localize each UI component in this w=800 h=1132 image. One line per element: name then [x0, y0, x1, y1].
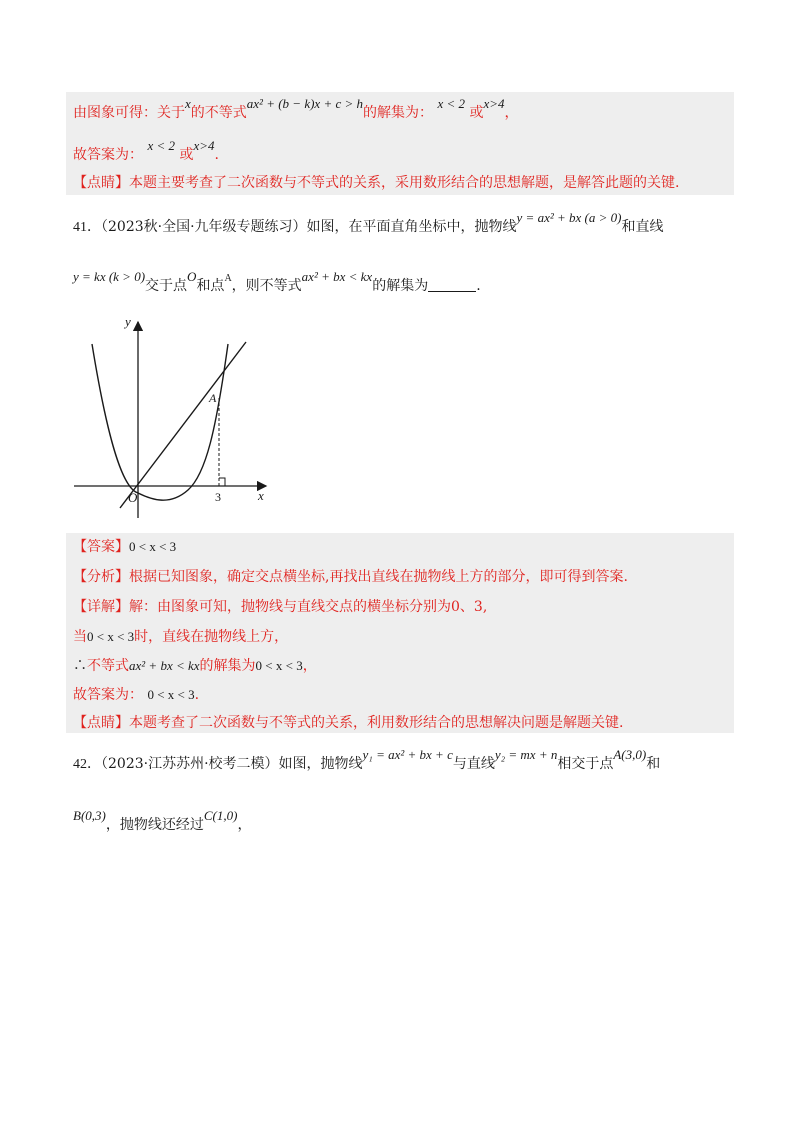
a41-analysis-text: 根据已知图象，确定交点横坐标,再找出直线在抛物线上方的部分，即可得到答案.	[129, 569, 628, 585]
block40-answer-b: x>4	[193, 138, 215, 153]
q42-point-a: A(3,0)	[613, 747, 647, 762]
q41-line1	[73, 210, 664, 237]
y-axis-label: y	[125, 314, 131, 329]
q41-text5: ，则不等式	[231, 278, 302, 294]
block40-answer-end: .	[214, 147, 219, 163]
q42-text4: 和	[646, 756, 661, 772]
a41-when-range: 0 < x < 3	[87, 629, 135, 644]
q41-line2	[73, 269, 481, 297]
q41-point-a: A	[224, 273, 232, 284]
a41-detail-line	[73, 598, 487, 616]
q42-text5: ，抛物线还经过	[105, 817, 204, 833]
a41-therefore-text: 不等式	[87, 658, 129, 674]
q41-parabola: y = ax² + bx (a > 0)	[516, 210, 622, 225]
block40-answer-a: x < 2	[147, 138, 175, 153]
q42-line2	[73, 808, 252, 834]
a41-answer-line	[73, 538, 176, 556]
q41-inequality: ax² + bx < kx	[301, 269, 373, 284]
a41-when-line	[73, 628, 288, 646]
straight-line	[120, 342, 246, 508]
q42-text6: ，	[237, 817, 252, 833]
block40-comment-tag: 【点睛】	[73, 175, 129, 191]
a41-final-end: .	[194, 687, 200, 703]
a41-when-lead: 当	[73, 629, 87, 645]
a41-answer-tag: 【答案】	[73, 539, 129, 555]
block40-lead: 由图象可得：关于	[73, 105, 185, 121]
a41-therefore-inequality: ax² + bx < kx	[129, 658, 200, 673]
block40-line1	[73, 96, 519, 122]
q42-text1: 如图，抛物线	[278, 756, 363, 772]
origin-label: O	[128, 490, 138, 505]
block40-var: x	[185, 96, 191, 111]
q42-line1	[73, 747, 661, 774]
a41-detail-text: 解：由图象可知，抛物线与直线交点的横坐标分别为0、3,	[129, 599, 488, 615]
a41-therefore-end: ，	[302, 658, 317, 674]
block40-tail: 的解集为：	[363, 105, 434, 121]
block40-answer-or: 或	[179, 147, 194, 163]
block40-solution-b: x>4	[483, 96, 505, 111]
tick-3-label: 3	[215, 490, 221, 504]
q41-text2: 和直线	[621, 219, 664, 235]
block40-answer-line	[73, 138, 219, 164]
q41-answer-blank	[428, 277, 476, 292]
a41-therefore-mid: 的解集为	[199, 658, 256, 674]
block40-solution-a: x < 2	[437, 96, 466, 111]
q41-line-equation: y = kx (k > 0)	[73, 269, 146, 284]
q41-source: （2023秋·全国·九年级专题练习）	[101, 219, 307, 235]
block40-mid: 的不等式	[190, 105, 247, 121]
q42-source: （2023·江苏苏州·校考二模）	[101, 756, 279, 772]
q41-text1: 如图，在平面直角坐标中，抛物线	[306, 219, 517, 235]
q42-text2: 与直线	[452, 756, 495, 772]
q41-text3: 交于点	[145, 278, 188, 294]
a41-detail-tag: 【详解】	[73, 599, 129, 615]
a41-final-lead: 故答案为：	[73, 687, 143, 703]
point-a-label: A	[209, 391, 217, 405]
a41-final-line	[73, 686, 199, 704]
a41-answer-value: 0 < x < 3	[129, 539, 177, 554]
a41-comment-tag: 【点睛】	[73, 715, 129, 731]
q42-parabola: y₁ = ax² + bx + c	[362, 747, 453, 762]
block40-answer-lead: 故答案为：	[73, 147, 143, 163]
parabola-curve	[92, 344, 228, 500]
q41-graph	[66, 310, 276, 522]
a41-comment-line	[73, 714, 623, 732]
q42-line-equation: y₂ = mx + n	[494, 747, 558, 762]
q42-point-c: C(1,0)	[203, 808, 238, 823]
a41-therefore-symbol: ∴	[73, 658, 87, 674]
block40-or: 或	[469, 105, 484, 121]
block40-comment-text: 本题主要考查了二次函数与不等式的关系，采用数形结合的思想解题，是解答此题的关键.	[129, 175, 680, 191]
q41-point-o: O	[187, 269, 197, 284]
q41-number: 41．	[73, 220, 101, 235]
a41-therefore-line	[73, 657, 317, 675]
q42-number: 42．	[73, 757, 101, 772]
block40-comma: ，	[504, 105, 519, 121]
q42-point-b: B(0,3)	[73, 808, 106, 823]
q41-text7: .	[476, 278, 481, 294]
block40-inequality: ax² + (b − k)x + c > h	[246, 96, 364, 111]
a41-therefore-range: 0 < x < 3	[255, 658, 303, 673]
right-angle-mark	[219, 478, 225, 486]
a41-analysis-tag: 【分析】	[73, 569, 129, 585]
a41-comment-text: 本题考查了二次函数与不等式的关系，利用数形结合的思想解决问题是解题关键.	[129, 715, 624, 731]
a41-when-text: 时，直线在抛物线上方，	[134, 629, 289, 645]
q41-text6: 的解集为	[372, 278, 429, 294]
x-axis-label: x	[258, 488, 264, 503]
q42-text3: 相交于点	[557, 756, 614, 772]
a41-analysis-line	[73, 568, 628, 586]
q41-text4: 和点	[196, 278, 225, 294]
block40-comment-line	[73, 174, 679, 192]
a41-final-value: 0 < x < 3	[147, 687, 195, 702]
